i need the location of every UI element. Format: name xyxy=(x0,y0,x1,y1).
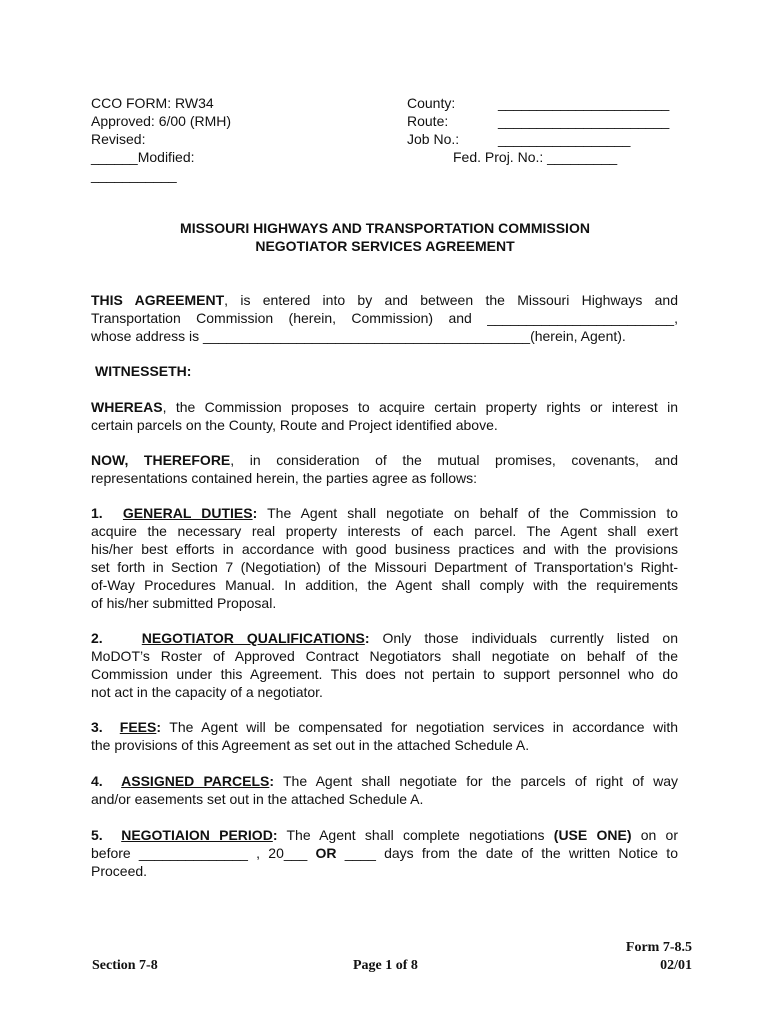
now-therefore-line: representations contained herein, the parties agree as follows: xyxy=(91,470,478,486)
modified-blank: ___________ xyxy=(91,167,177,183)
document-title: MISSOURI HIGHWAYS AND TRANSPORTATION COMMISSION xyxy=(180,220,590,236)
whereas-text: , the Commission proposes to acquire certain property rights or interest in xyxy=(162,399,678,415)
section-line: of-Way Procedures Manual. In addition, the Agent shall comply with the requirements xyxy=(91,577,678,593)
section-number: 2. xyxy=(91,630,103,646)
intro-line: Transportation Commission (herein, Commission) and ________________________, xyxy=(91,310,678,326)
section-text: before ______________ , 20___ xyxy=(91,845,316,861)
section-text: The Agent shall negotiate for the parcels of right of way xyxy=(274,773,678,789)
section-fees xyxy=(91,718,678,754)
intro-paragraph xyxy=(91,291,678,345)
intro-lead: THIS AGREEMENT xyxy=(91,292,225,308)
section-heading: GENERAL DUTIES xyxy=(122,505,253,521)
section-line xyxy=(91,772,678,790)
job-number-label: Job No.: xyxy=(407,131,460,147)
use-one-note: (USE ONE) xyxy=(553,827,632,843)
heading-colon: : xyxy=(364,630,370,646)
section-heading: FEES xyxy=(119,719,157,735)
heading-colon: : xyxy=(272,827,278,843)
heading-colon: : xyxy=(269,773,275,789)
section-text: The Agent shall negotiate on behalf of the Commission to xyxy=(257,505,678,521)
section-general-duties xyxy=(91,504,678,612)
section-negotiation-period xyxy=(91,826,678,880)
section-number: 5. xyxy=(91,827,103,843)
section-line: Proceed. xyxy=(91,863,148,879)
document-subtitle: NEGOTIATOR SERVICES AGREEMENT xyxy=(255,238,515,254)
heading-colon: : xyxy=(156,719,162,735)
section-text: on or xyxy=(631,827,679,843)
modified-label: ______Modified: xyxy=(91,149,195,165)
now-therefore-line xyxy=(91,451,678,469)
route-label: Route: xyxy=(407,113,449,129)
section-number: 1. xyxy=(91,505,103,521)
section-negotiator-qualifications xyxy=(91,629,678,701)
intro-line xyxy=(91,291,678,309)
whereas-line xyxy=(91,398,678,416)
section-line: of his/her submitted Proposal. xyxy=(91,595,277,611)
whereas-paragraph xyxy=(91,398,678,434)
section-heading: NEGOTIATOR QUALIFICATIONS xyxy=(141,630,365,646)
whereas-line: certain parcels on the County, Route and Project identified above. xyxy=(91,417,498,433)
section-line: the provisions of this Agreement as set out in the attached Schedule A. xyxy=(91,737,530,753)
section-line xyxy=(91,844,678,862)
now-therefore-text: , in consideration of the mutual promises, covenants, and xyxy=(230,452,678,468)
footer-date: 02/01 xyxy=(660,958,692,973)
section-line: MoDOT’s Roster of Approved Contract Negotiators shall negotiate on behalf of the xyxy=(91,648,678,664)
now-therefore-lead: NOW, THEREFORE xyxy=(91,452,231,468)
or-keyword: OR xyxy=(315,845,337,861)
section-line xyxy=(91,826,678,844)
approved-date: Approved: 6/00 (RMH) xyxy=(91,113,232,129)
footer-section: Section 7-8 xyxy=(92,958,158,973)
section-heading: NEGOTIAION PERIOD xyxy=(121,827,273,843)
heading-colon: : xyxy=(252,505,258,521)
section-number: 3. xyxy=(91,719,103,735)
county-label: County: xyxy=(407,95,456,111)
footer-page-number: Page 1 of 8 xyxy=(353,958,418,973)
revised-label: Revised: xyxy=(91,131,146,147)
intro-line: whose address is __________________________________________(herein, Agent). xyxy=(91,328,626,344)
section-number: 4. xyxy=(91,773,103,789)
section-line: his/her best efforts in accordance with good business practices and with the provisions xyxy=(91,541,678,557)
county-field[interactable]: ______________________ xyxy=(498,95,670,111)
section-line: set forth in Section 7 (Negotiation) of the Missouri Department of Transportation's Right- xyxy=(91,559,678,575)
form-number: CCO FORM: RW34 xyxy=(91,95,214,111)
section-text: Only those individuals currently listed on xyxy=(369,630,679,646)
now-therefore-paragraph xyxy=(91,451,678,487)
whereas-lead: WHEREAS xyxy=(91,399,163,415)
section-line: Commission under this Agreement. This does not pertain to support personnel who do xyxy=(91,666,678,682)
section-text: The Agent shall complete negotiations xyxy=(277,827,554,843)
section-text: The Agent will be compensated for negotiation services in accordance with xyxy=(161,719,678,735)
section-text: ____ days from the date of the written Notice to xyxy=(336,845,678,861)
section-assigned-parcels xyxy=(91,772,678,808)
footer-form-number: Form 7-8.5 xyxy=(625,940,692,955)
section-line xyxy=(91,504,678,522)
section-line: acquire the necessary real property interests of each parcel. The Agent shall exert xyxy=(91,523,678,539)
job-number-field[interactable]: _________________ xyxy=(498,131,631,147)
section-heading: ASSIGNED PARCELS xyxy=(121,773,270,789)
section-line: and/or easements set out in the attached Schedule A. xyxy=(91,791,424,807)
fed-proj-number: Fed. Proj. No.: _________ xyxy=(453,149,618,165)
witnesseth-heading: WITNESSETH: xyxy=(95,363,192,379)
section-line: not act in the capacity of a negotiator. xyxy=(91,684,323,700)
section-line xyxy=(91,629,678,647)
intro-text: , is entered into by and between the Missouri Highways and xyxy=(224,292,678,308)
section-line xyxy=(91,718,678,736)
route-field[interactable]: ______________________ xyxy=(498,113,670,129)
